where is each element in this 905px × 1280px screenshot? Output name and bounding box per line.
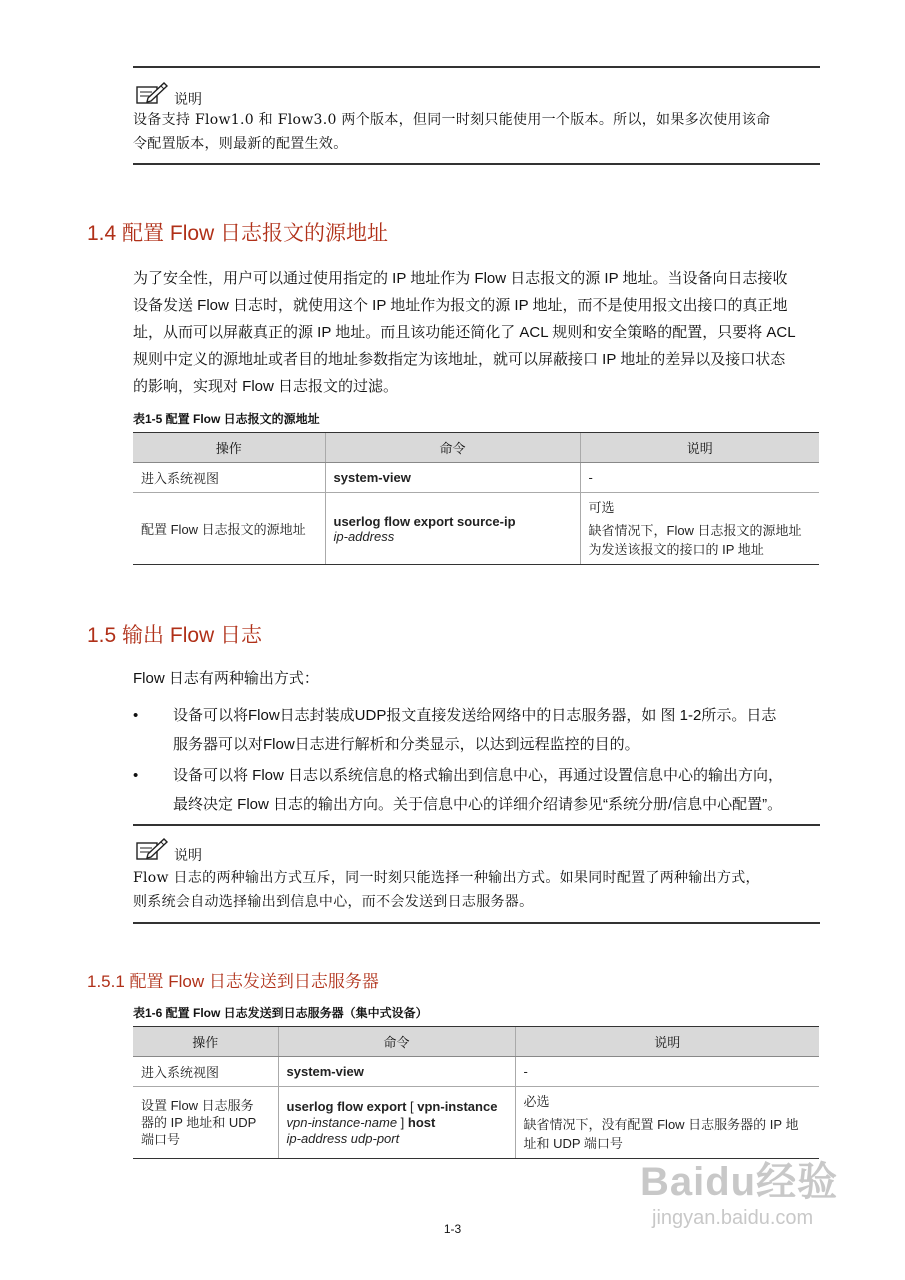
command-keyword: vpn-instance — [417, 1098, 498, 1114]
section-heading-1-5-1: 1.5.1 配置 Flow 日志发送到日志服务器 — [87, 972, 379, 991]
header-operation: 操作 — [133, 1027, 278, 1057]
note-text — [133, 108, 823, 156]
paragraph-line: 设备发送 Flow 日志时，就使用这个 IP 地址作为报文的源 IP 地址，而不是使用报文出接口的真正地 — [133, 297, 788, 314]
note-bottom-rule — [133, 922, 820, 924]
command-keyword: system-view — [286, 1064, 364, 1079]
watermark-brand: Baidu经验 — [640, 1160, 839, 1204]
cell-command — [325, 493, 580, 565]
header-command: 命令 — [278, 1027, 515, 1057]
note-header — [136, 80, 202, 109]
table-caption: 表1-5 配置 Flow 日志报文的源地址 — [133, 412, 320, 426]
table-row — [133, 463, 819, 493]
header-command: 命令 — [325, 433, 580, 463]
note-text — [133, 866, 823, 914]
list-item — [133, 761, 821, 819]
description-line: 缺省情况下，没有配置 Flow 日志服务器的 IP 地 — [523, 1117, 799, 1132]
cell-command — [278, 1057, 515, 1087]
table-caption: 表1-6 配置 Flow 日志发送到日志服务器（集中式设备） — [133, 1006, 428, 1020]
description-line: 缺省情况下，Flow 日志报文的源地址 — [588, 523, 802, 538]
note-line: Flow 日志的两种输出方式互斥，同一时刻只能选择一种输出方式。如果同时配置了两种输出方式， — [133, 870, 760, 886]
command-keyword: userlog flow export — [286, 1098, 407, 1114]
note-line: 则系统会自动选择输出到信息中心，而不会发送到日志服务器。 — [133, 894, 534, 910]
baidu-watermark — [640, 1150, 838, 1230]
list-item-line: 设备可以将 Flow 日志以系统信息的格式输出到信息中心，再通过设置信息中心的输出方向， — [173, 767, 784, 784]
cell-description: - — [580, 463, 819, 493]
note-label: 说明 — [174, 90, 202, 107]
description-line: 为发送该报文的接口的 IP 地址 — [588, 542, 764, 557]
header-operation: 操作 — [133, 433, 325, 463]
cell-command — [325, 463, 580, 493]
header-description: 说明 — [580, 433, 819, 463]
command-keyword: userlog flow export source-ip — [333, 513, 516, 529]
note-top-rule — [133, 66, 820, 68]
note-top-rule — [133, 824, 820, 826]
command-bracket: ] — [397, 1114, 408, 1130]
command-argument: vpn-instance-name — [286, 1114, 398, 1130]
cell-description — [515, 1087, 819, 1159]
description-title: 可选 — [588, 500, 615, 515]
bullet-dot-icon: • — [133, 767, 139, 784]
pencil-note-icon — [136, 80, 168, 109]
cell-description — [580, 493, 819, 565]
table-row — [133, 1057, 819, 1087]
cell-operation: 配置 Flow 日志报文的源地址 — [133, 493, 325, 565]
list-item — [133, 701, 821, 759]
command-argument: ip-address udp-port — [286, 1130, 400, 1146]
source-address-table — [133, 432, 819, 565]
list-item-line: 设备可以将Flow日志封装成UDP报文直接发送给网络中的日志服务器，如 图 1-2所示。日志 — [173, 707, 777, 724]
bullet-dot-icon: • — [133, 707, 139, 724]
cell-operation — [133, 1087, 278, 1159]
command-argument: ip-address — [333, 528, 395, 544]
cell-description: - — [515, 1057, 819, 1087]
section-1-4-paragraph — [133, 265, 821, 400]
list-item-line: 服务器可以对Flow日志进行解析和分类显示，以达到远程监控的目的。 — [173, 736, 640, 753]
table-header-row — [133, 433, 819, 463]
command-keyword: system-view — [333, 470, 411, 485]
paragraph-line: 为了安全性，用户可以通过使用指定的 IP 地址作为 Flow 日志报文的源 IP 地址。当设备向日志接收 — [133, 270, 788, 287]
operation-line: 端口号 — [141, 1132, 181, 1147]
note-line: 令配置版本，则最新的配置生效。 — [133, 136, 348, 152]
watermark-url: jingyan.baidu.com — [652, 1207, 814, 1229]
cell-command — [278, 1087, 515, 1159]
description-line: 址和 UDP 端口号 — [523, 1136, 623, 1151]
pencil-note-icon — [136, 836, 168, 865]
note-label: 说明 — [174, 846, 202, 863]
section-heading-1-5: 1.5 输出 Flow 日志 — [87, 624, 263, 647]
cell-operation: 进入系统视图 — [133, 1057, 278, 1087]
description-title: 必选 — [523, 1094, 550, 1109]
header-description: 说明 — [515, 1027, 819, 1057]
log-server-table — [133, 1026, 819, 1159]
section-heading-1-4: 1.4 配置 Flow 日志报文的源地址 — [87, 222, 389, 245]
paragraph-line: 址，从而可以屏蔽真正的源 IP 地址。而且该功能还简化了 ACL 规则和安全策略的配置，只要将 ACL — [133, 324, 796, 341]
note-bottom-rule — [133, 163, 820, 165]
paragraph-line: 规则中定义的源地址或者目的地址参数指定为该地址，就可以屏蔽接口 IP 地址的差异以及接口状态 — [133, 351, 786, 368]
table-header-row — [133, 1027, 819, 1057]
section-1-5-intro: Flow 日志有两种输出方式： — [133, 670, 319, 687]
page-number: 1-3 — [443, 1222, 462, 1236]
command-bracket: [ — [406, 1098, 418, 1114]
note-header — [136, 836, 202, 865]
table-row — [133, 493, 819, 565]
operation-line: 器的 IP 地址和 UDP — [141, 1115, 257, 1130]
table-row — [133, 1087, 819, 1159]
cell-operation: 进入系统视图 — [133, 463, 325, 493]
note-line: 设备支持 Flow1.0 和 Flow3.0 两个版本，但同一时刻只能使用一个版本。所以，如果多次使用该命 — [133, 112, 771, 128]
command-keyword: host — [407, 1114, 436, 1130]
list-item-line: 最终决定 Flow 日志的输出方向。关于信息中心的详细介绍请参见“系统分册/信息中心配置”。 — [173, 796, 783, 813]
operation-line: 设置 Flow 日志服务 — [141, 1098, 254, 1113]
paragraph-line: 的影响，实现对 Flow 日志报文的过滤。 — [133, 378, 399, 395]
